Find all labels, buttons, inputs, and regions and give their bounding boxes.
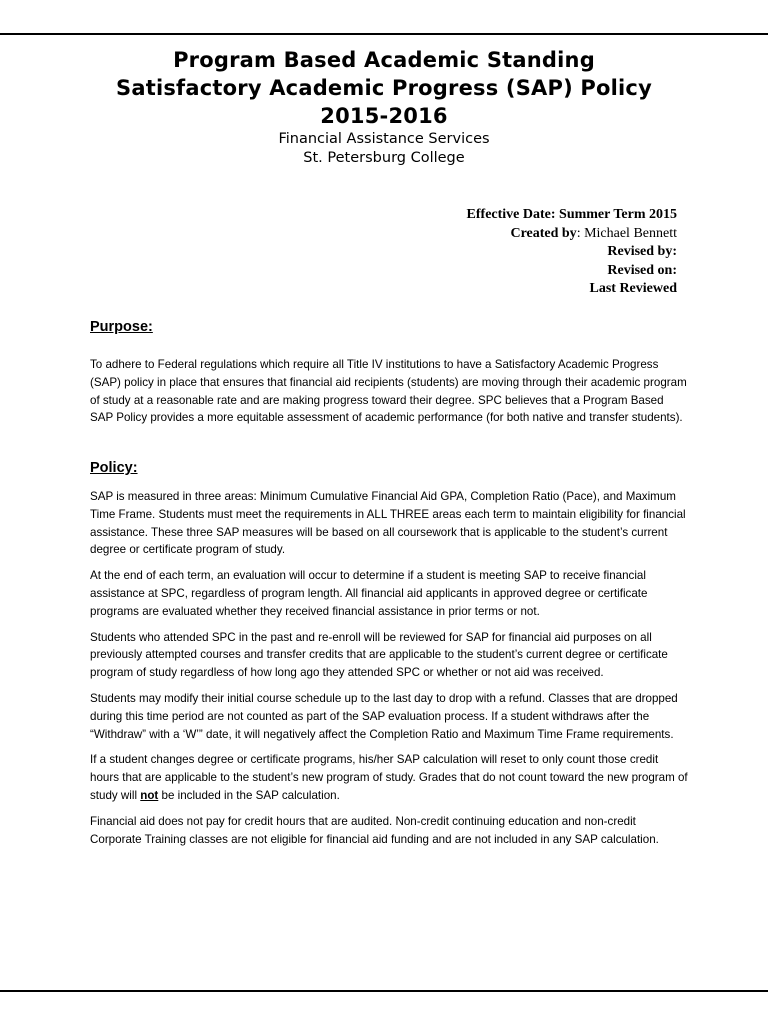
created-by xyxy=(467,225,677,244)
policy-paragraph-4: Students may modify their initial course schedule up to the last day to drop with a refund. Classes that are dropped during this time period are not counted as part of the SAP evaluation process. If a student withdraws after the “Withdraw” with a ‘W’” date, it will negatively affect the Completion Ratio and Maximum Time Frame requirements. xyxy=(90,691,678,741)
policy-heading: Policy: xyxy=(90,460,138,476)
organization-department: Financial Assistance Services xyxy=(278,131,490,147)
revised-on: Revised on: xyxy=(607,262,677,278)
policy-paragraph-2: At the end of each term, an evaluation will occur to determine if a student is meeting SAP to receive financial assistance at SPC, regardless of program length. All financial aid applicants in approved degree or certificate programs are evaluated whether they received financial assistance in prior terms or not. xyxy=(90,569,648,618)
purpose-section xyxy=(90,356,688,435)
title-line-1: Program Based Academic Standing xyxy=(173,48,595,72)
policy-paragraph-3: Students who attended SPC in the past and re-enroll will be reviewed for SAP for financial aid purposes on all previously attempted courses and transfer credits that are applicable to the student’s current degree or certificate program of study regardless of how long ago they attended SPC or whether or not aid was received. xyxy=(90,630,668,680)
top-rule xyxy=(0,33,768,35)
bottom-rule xyxy=(0,990,768,992)
policy-paragraph-5-end: be included in the SAP calculation. xyxy=(158,788,340,802)
document-title-block xyxy=(0,46,768,168)
policy-section xyxy=(90,488,688,856)
title-line-3: 2015-2016 xyxy=(320,104,448,128)
revised-by: Revised by: xyxy=(607,244,677,259)
effective-date: Effective Date: Summer Term 2015 xyxy=(466,207,677,222)
policy-paragraph-6: Financial aid does not pay for credit hours that are audited. Non-credit continuing education and non-credit Corporate Training classes are not eligible for financial aid funding and are not included in any SAP calculation. xyxy=(90,814,659,846)
policy-paragraph-5-start: If a student changes degree or certificate programs, his/her SAP calculation will reset to only count those credit hours that are applicable to the student’s new program of study. Grades that do not count toward the new program of study will xyxy=(90,753,688,802)
policy-paragraph-5 xyxy=(90,751,688,804)
policy-paragraph-5-emphasis: not xyxy=(140,788,159,802)
policy-paragraph-1: SAP is measured in three areas: Minimum Cumulative Financial Aid GPA, Completion Ratio (Pace), and Maximum Time Frame. Students must meet the requirements in ALL THREE areas each term to maintain eligibility for financial assistance. These three SAP measures will be based on all coursework that is applicable to the student’s current degree or certificate program of study. xyxy=(90,490,686,557)
created-by-value: : Michael Bennett xyxy=(576,225,677,241)
last-reviewed: Last Reviewed xyxy=(589,281,677,296)
title-line-2: Satisfactory Academic Progress (SAP) Policy xyxy=(116,76,652,100)
document-metadata xyxy=(467,206,677,299)
purpose-heading: Purpose: xyxy=(90,319,153,335)
organization-college: St. Petersburg College xyxy=(303,150,465,166)
created-by-label: Created by xyxy=(510,225,577,241)
purpose-paragraph: To adhere to Federal regulations which require all Title IV institutions to have a Satisfactory Academic Progress (SAP) policy in place that ensures that financial aid recipients (students) are moving through their academic program of study at a reasonable rate and are making progress toward their degree. SPC believes that a Program Based SAP Policy provides a more equitable assessment of academic performance (for both native and transfer students). xyxy=(90,358,687,425)
